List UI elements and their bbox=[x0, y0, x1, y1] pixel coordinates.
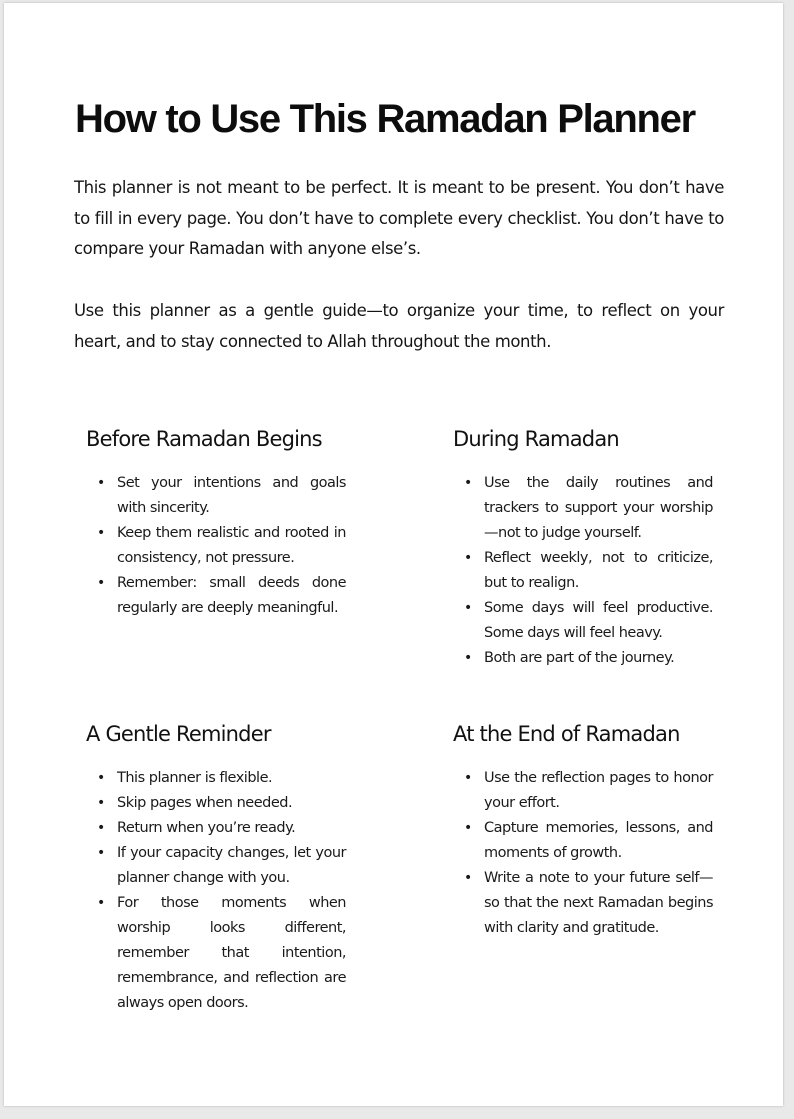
list-item bbox=[453, 596, 713, 646]
planner-page bbox=[4, 3, 783, 1106]
list-item-text: For those moments when worship looks different, remember that intention, remembrance, and reflection are always open doors. bbox=[117, 895, 346, 1011]
list-item bbox=[453, 471, 713, 546]
list-item-text: Use the daily routines and trackers to support your worship—not to judge yourself. bbox=[484, 475, 713, 541]
list-item-text: Remember: small deeds done regularly are deeply meaningful. bbox=[117, 575, 346, 616]
bullet-icon: • bbox=[97, 525, 105, 541]
bullet-icon: • bbox=[464, 650, 472, 666]
bullet-icon: • bbox=[97, 770, 105, 786]
list-item-text: Write a note to your future self—so that the next Ramadan begins with clarity and gratitude. bbox=[484, 870, 713, 936]
bullet-icon: • bbox=[464, 870, 472, 886]
list-item-text: Skip pages when needed. bbox=[117, 795, 293, 811]
section-gentle-reminder bbox=[86, 718, 346, 1016]
list-item-text: Set your intentions and goals with sincerity. bbox=[117, 475, 346, 516]
list-item-text: Both are part of the journey. bbox=[484, 650, 675, 666]
list-item-text: Return when you’re ready. bbox=[117, 820, 296, 836]
list-item bbox=[86, 841, 346, 891]
list-item-text: If your capacity changes, let your planner change with you. bbox=[117, 845, 346, 886]
page-title: How to Use This Ramadan Planner bbox=[75, 97, 695, 141]
list-item bbox=[86, 816, 346, 841]
list-item-text: Use the reflection pages to honor your effort. bbox=[484, 770, 713, 811]
intro-paragraph-2: Use this planner as a gentle guide—to organize your time, to reflect on your heart, and to stay connected to Allah throughout the month. bbox=[74, 301, 724, 351]
bullet-list bbox=[453, 471, 713, 671]
bullet-icon: • bbox=[464, 550, 472, 566]
list-item bbox=[86, 766, 346, 791]
bullet-list bbox=[86, 471, 346, 621]
list-item bbox=[453, 866, 713, 941]
section-heading: A Gentle Reminder bbox=[86, 722, 271, 746]
bullet-icon: • bbox=[464, 600, 472, 616]
section-heading: During Ramadan bbox=[453, 427, 619, 451]
list-item-text: Some days will feel productive. Some days will feel heavy. bbox=[484, 600, 713, 641]
list-item bbox=[86, 791, 346, 816]
list-item bbox=[86, 521, 346, 571]
list-item-text: Capture memories, lessons, and moments of growth. bbox=[484, 820, 713, 861]
intro-paragraph-1: This planner is not meant to be perfect. It is meant to be present. You don’t have to fill in every page. You don’t have to complete every checklist. You don’t have to compare your Ramadan with anyone else’s. bbox=[74, 178, 724, 258]
section-heading: Before Ramadan Begins bbox=[86, 427, 322, 451]
list-item-text: Reflect weekly, not to criticize, but to realign. bbox=[484, 550, 713, 591]
bullet-icon: • bbox=[97, 845, 105, 861]
section-end-of-ramadan bbox=[453, 718, 713, 941]
list-item bbox=[453, 766, 713, 816]
bullet-icon: • bbox=[464, 770, 472, 786]
section-heading: At the End of Ramadan bbox=[453, 722, 680, 746]
bullet-icon: • bbox=[464, 475, 472, 491]
bullet-list bbox=[453, 766, 713, 941]
list-item-text: Keep them realistic and rooted in consistency, not pressure. bbox=[117, 525, 346, 566]
bullet-icon: • bbox=[97, 475, 105, 491]
bullet-icon: • bbox=[464, 820, 472, 836]
bullet-icon: • bbox=[97, 895, 105, 911]
list-item bbox=[86, 471, 346, 521]
bullet-icon: • bbox=[97, 795, 105, 811]
bullet-list bbox=[86, 766, 346, 1016]
list-item bbox=[86, 891, 346, 1016]
bullet-icon: • bbox=[97, 575, 105, 591]
list-item bbox=[453, 646, 713, 671]
section-before-ramadan bbox=[86, 423, 346, 621]
list-item bbox=[453, 816, 713, 866]
bullet-icon: • bbox=[97, 820, 105, 836]
list-item bbox=[86, 571, 346, 621]
list-item bbox=[453, 546, 713, 596]
list-item-text: This planner is flexible. bbox=[117, 770, 273, 786]
section-during-ramadan bbox=[453, 423, 713, 671]
